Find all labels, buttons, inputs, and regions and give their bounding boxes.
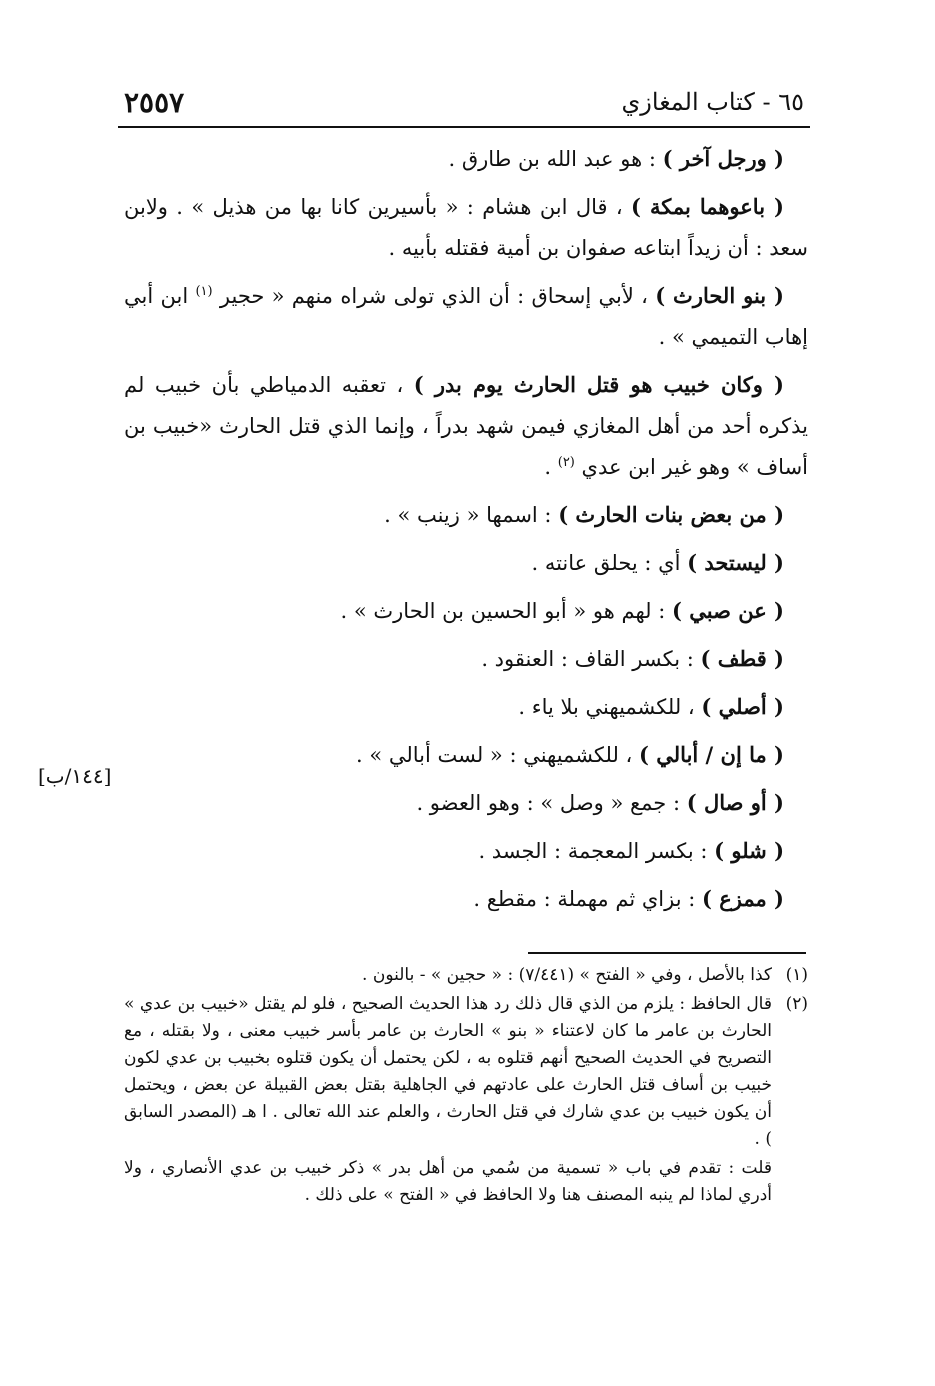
- footnote-2-note: قلت : تقدم في باب « تسمية من سُمي من أهل بدر » ذكر خبيب بن عدي الأنصاري ، ولا أدري لماذا لم ينبه المصنف هنا ولا الحافظ في « الفتح » على ذلك .: [124, 1158, 772, 1205]
- gloss-entry: [124, 734, 808, 776]
- entry-text: ، للكشميهني : « لست أبالي » .: [355, 743, 640, 767]
- entry-text: ، تعقبه الدمياطي بأن خبيب لم يذكره أحد من أهل المغازي فيمن شهد بدراً ، وإنما الذي قتل الحارث «خبيب بن أساف » وهو غير ابن عدي: [124, 373, 808, 479]
- entry-term: ( قطف ): [700, 646, 784, 671]
- gloss-entry: [124, 830, 808, 872]
- manuscript-folio-note: [١٤٤/ب]: [38, 764, 112, 788]
- paragraph-1: [124, 138, 808, 180]
- entry-text: ، للكشميهني بلا ياء .: [518, 695, 702, 719]
- gloss-entry: [124, 494, 808, 536]
- footnote-divider: [528, 952, 806, 954]
- footnote-number: (٢): [785, 994, 808, 1014]
- gloss-entry: [124, 782, 808, 824]
- footnote-text: قال الحافظ : يلزم من الذي قال ذلك رد هذا الحديث الصحيح ، فلو لم يقتل «خبيب بن عدي » الحارث بن عامر ما كان لاعتناء « بنو » الحارث بن عامر بأسر خبيب معنى ، ولا بقتله ، مع التصريح في الحديث الصحيح أنهم قتلوه به ، لكن يحتمل أن يكون قتلوه بخبيب بن عدي لكون خبيب بن أساف قتل الحارث على عادتهم في الجاهلية بقتل بعض القبيلة عن بعض ، ويحتمل أن يكون خبيب بن عدي شارك في قتل الحارث ، والعلم عند الله تعالى . ا هـ (المصدر السابق ) .: [124, 994, 772, 1149]
- footnote-1: [124, 962, 808, 989]
- entry-term: ( من بعض بنات الحارث ): [558, 502, 784, 527]
- entry-term: ( أو صال ): [686, 790, 784, 815]
- entry-term: ( وكان خبيب هو قتل الحارث يوم بدر ): [413, 372, 784, 397]
- page-number: ٢٥٥٧: [124, 86, 185, 119]
- entry-text: : بكسر المعجمة : الجسد .: [478, 839, 715, 863]
- page-header: [118, 82, 810, 128]
- entry-text: أي : يحلق عانته .: [531, 551, 688, 575]
- main-text: [124, 138, 808, 926]
- entry-text: : بكسر القاف : العنقود .: [481, 647, 701, 671]
- gloss-entry: [124, 638, 808, 680]
- entry-text: : بزاي ثم مهملة : مقطع .: [473, 887, 702, 911]
- footnote-marker-1[interactable]: (١): [195, 284, 213, 299]
- entry-term: ( أصلي ): [701, 694, 784, 719]
- gloss-entry: [124, 590, 808, 632]
- footnote-2: [124, 991, 808, 1153]
- entry-term: ( ليستحد ): [687, 550, 784, 575]
- entry-term: ( ممزع ): [701, 886, 784, 911]
- entry-text: ، قال ابن هشام : « بأسيرين كانا بها من هذيل » . ولابن سعد : أن زيداً ابتاعه صفوان بن أمية فقتله بأبيه .: [124, 195, 808, 260]
- entry-text: : لهم هو « أبو الحسين بن الحارث » .: [340, 599, 672, 623]
- entry-text: : هو عبد الله بن طارق .: [448, 147, 663, 171]
- paragraph-4: [124, 364, 808, 488]
- entry-text: .: [544, 455, 558, 479]
- footnote-number: (١): [785, 965, 808, 985]
- footnote-text: كذا بالأصل ، وفي « الفتح » (٧/٤٤١) : « حجين » - بالنون .: [362, 965, 772, 985]
- entry-term: ( ورجل آخر ): [662, 146, 784, 171]
- entry-text: : اسمها « زينب » .: [384, 503, 559, 527]
- entry-term: ( ما إن / أبالي ): [639, 742, 784, 767]
- footnote-marker-2[interactable]: (٢): [557, 455, 575, 470]
- entry-term: ( عن صبي ): [672, 598, 784, 623]
- entry-text: ابن أبي إهاب التميمي » .: [124, 284, 808, 349]
- gloss-entry: [124, 686, 808, 728]
- paragraph-3: [124, 275, 808, 358]
- footnotes: [124, 962, 808, 1209]
- entry-text: : جمع « وصل » : وهو العضو .: [416, 791, 687, 815]
- gloss-entry: [124, 878, 808, 920]
- running-title: ٦٥ - كتاب المغازي: [621, 88, 804, 116]
- entry-text: ، لأبي إسحاق : أن الذي تولى شراه منهم « حجير: [212, 284, 656, 308]
- entry-term: ( شلو ): [714, 838, 784, 863]
- entry-term: ( باعوهما بمكة ): [631, 194, 784, 219]
- entry-term: ( بنو الحارث ): [655, 283, 784, 308]
- gloss-entry: [124, 542, 808, 584]
- paragraph-2: [124, 186, 808, 269]
